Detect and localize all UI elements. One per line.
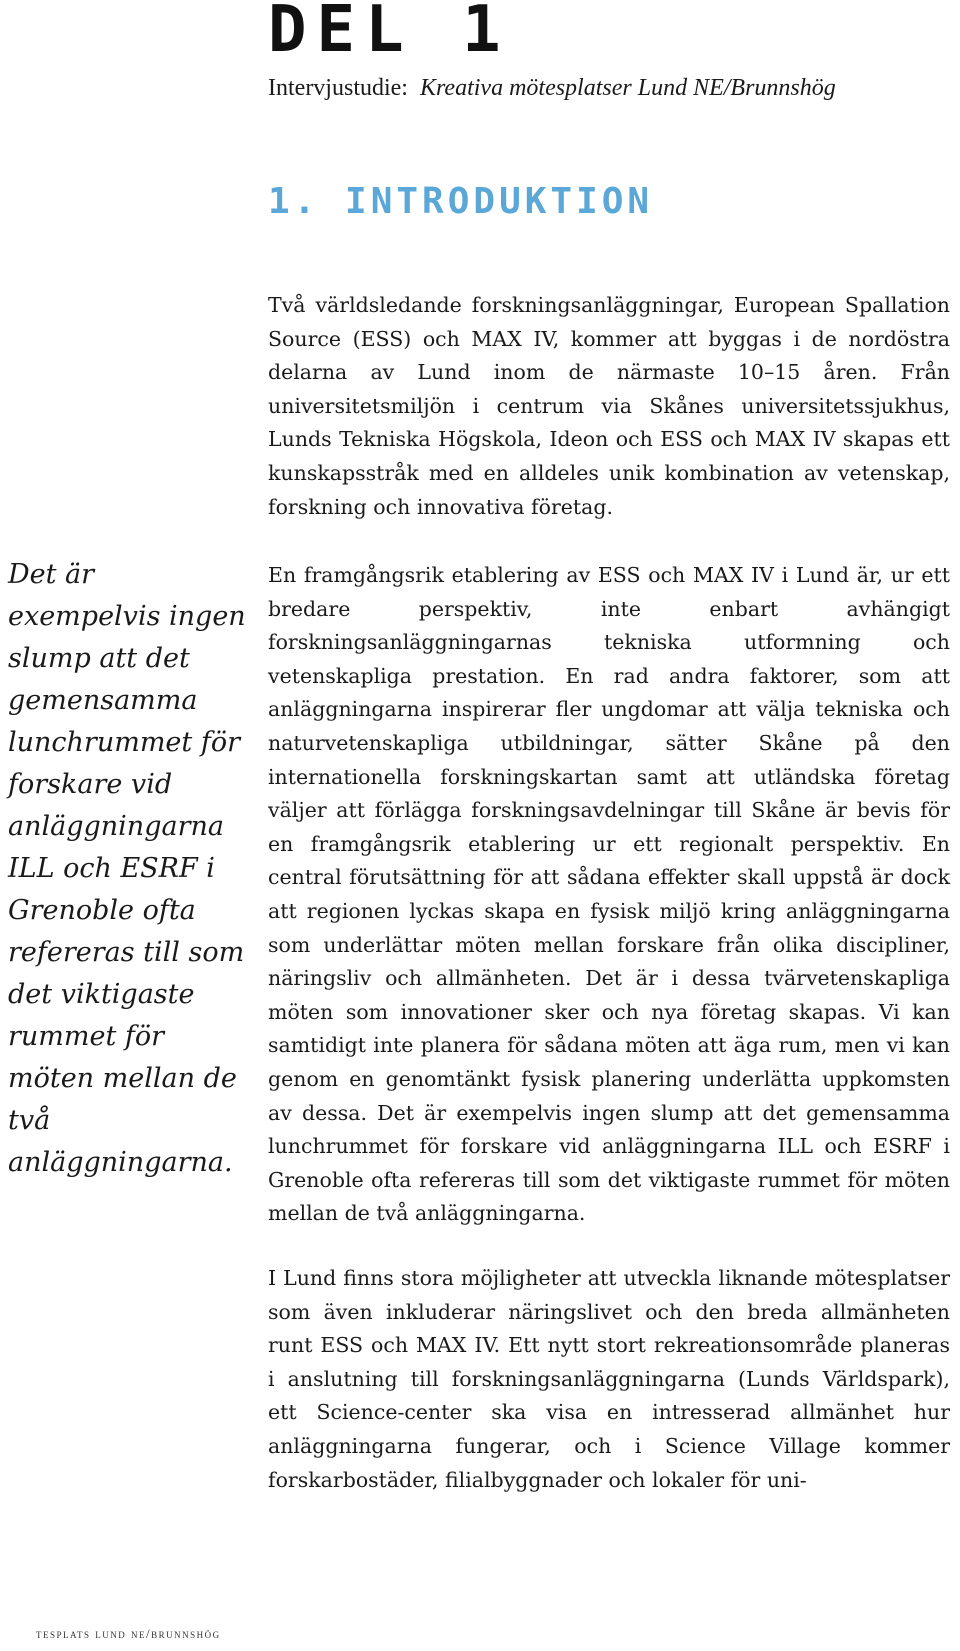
running-footer: tesplats lund ne/brunnshög [36,1626,221,1641]
subtitle-study-name: Kreativa mötesplatser Lund NE/Brunnshög [419,75,836,101]
body-paragraph-3: I Lund finns stora möjligheter att utveckla liknande mötesplatser som även inkluderar näringslivet och den breda allmänheten runt ESS och MAX IV. Ett nytt stort rekreationsområde planeras i anslutning till forskningsanläggningarna (Lunds Världspark), ett Science-center ska visa en intresserad allmänhet hur anläggningarna fungerar, och i Science Village kommer forskarbostäder, filialbyggnader och lokaler för uni- [268,1266,950,1492]
study-subtitle [268,72,836,104]
body-paragraph-2: En framgångsrik etablering av ESS och MAX IV i Lund är, ur ett bredare perspektiv, inte enbart avhängigt forskningsanläggningarnas tekniska utformning och vetenskapliga prestation. En rad andra faktorer, som att anläggningarna inspirerar fler ungdomar att välja tekniska och naturvetenskapliga utbildningar, sätter Skåne på den internationella forskningskartan samt att utländska företag väljer att förlägga forskningsavdelningar till Skåne är bevis för en framgångsrik etablering ur ett regionalt perspektiv. En central förutsättning för att sådana effekter skall uppstå är dock att regionen lyckas skapa en fysisk miljö kring anläggningarna som underlättar möten mellan forskare från olika discipliner, näringsliv och allmänheten. Det är i dessa tvärvetenskapliga möten som innovationer sker och nya företag skapas. Vi kan samtidigt inte planera för sådana möten att äga rum, men vi kan genom en genomtänkt fysisk planering underlätta uppkomsten av dessa. Det är exempelvis ingen slump att det gemensamma lunchrummet för forskare vid anläggningarna ILL och ESRF i Grenoble ofta refereras till som det viktigaste rummet för möten mellan de två anläggningarna. [268,563,950,1226]
section-heading: 1. INTRODUKTION [268,181,654,222]
part-title: DEL 1 [268,0,511,67]
pull-quote: Det är exempelvis ingen slump att det gemensamma lunchrummet för forskare vid anläggningarna ILL och ESRF i Grenoble ofta refereras till som det viktigaste rummet för möten mellan de två anläggningarna. [8,559,246,1178]
body-paragraph-1: Två världsledande forskningsanläggningar, European Spallation Source (ESS) och MAX IV, kommer att byggas i de nordöstra delarna av Lund inom de närmaste 10–15 åren. Från universitetsmiljön i centrum via Skånes universitetssjukhus, Lunds Tekniska Högskola, Ideon och ESS och MAX IV skapas ett kunskapsstråk med en alldeles unik kombination av vetenskap, forskning och innovativa företag. [268,293,950,519]
subtitle-prefix: Intervjustudie: [268,75,408,101]
